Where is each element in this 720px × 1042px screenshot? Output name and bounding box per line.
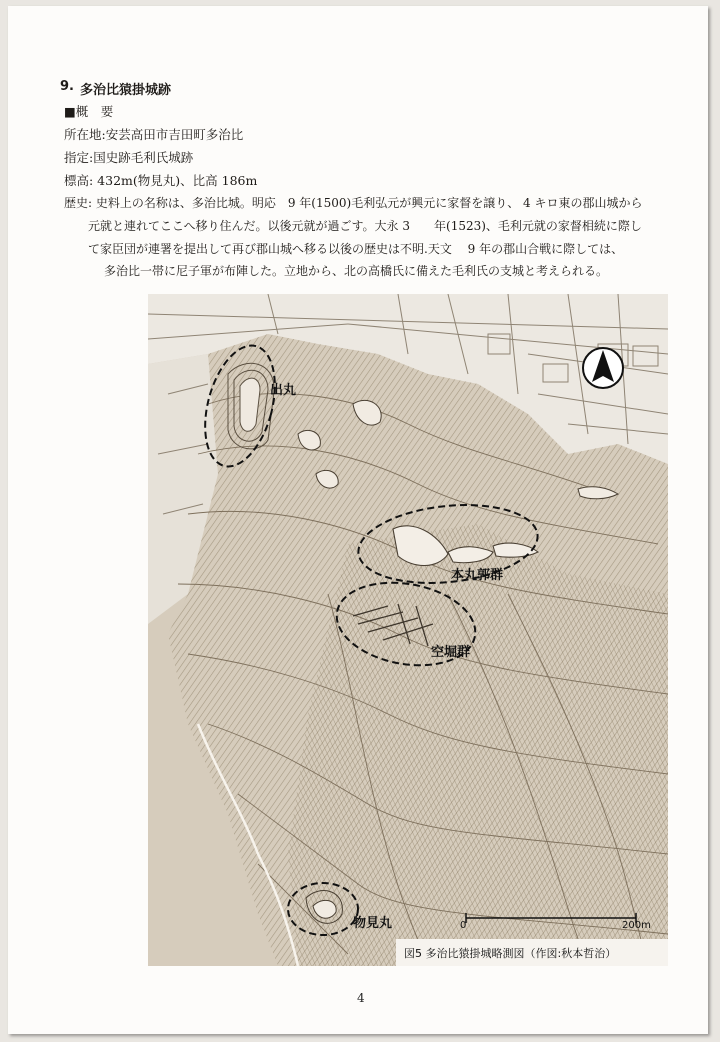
- map-caption: 図5 多治比猿掛城略測図（作図:秋本哲治）: [404, 947, 617, 960]
- map-graphic: [148, 294, 668, 966]
- demaru-label: 出丸: [270, 383, 297, 398]
- document-page: [8, 6, 708, 1034]
- designation-line: 指定:国史跡毛利氏城跡: [64, 150, 194, 165]
- north-arrow-icon: [583, 348, 623, 388]
- monomi-label: 物見丸: [353, 916, 393, 931]
- page-number: 4: [357, 991, 365, 1005]
- location-line: 所在地:安芸高田市吉田町多治比: [64, 127, 244, 142]
- section-number: 9.: [60, 79, 74, 94]
- karahori-label: 空堀群: [431, 645, 471, 660]
- section-title: 多治比猿掛城跡: [80, 83, 172, 98]
- castle-survey-map: [148, 294, 668, 966]
- honmaru-label: 本丸郭群: [451, 568, 504, 583]
- subheading: ■概 要: [64, 104, 114, 119]
- history-line-1: 歴史: 史料上の名称は、多治比城。明応 9 年(1500)毛利弘元が興元に家督を譲り、 4 キロ東の郡山城から: [64, 196, 643, 210]
- elevation-line: 標高: 432m(物見丸)、比高 186m: [64, 173, 258, 188]
- history-line-4: 多治比一帯に尼子軍が布陣した。立地から、北の高橋氏に備えた毛利氏の支城と考えられる。: [104, 264, 609, 278]
- history-line-3: て家臣団が連署を提出して再び郡山城へ移る以後の歴史は不明.天文 9 年の郡山合戦に際しては、: [88, 242, 624, 256]
- scale-start-label: 0: [460, 920, 467, 931]
- scale-end-label: 200m: [622, 920, 651, 931]
- history-line-2: 元就と連れてここへ移り住んだ。以後元就が過ごす。大永 3 年(1523)、毛利元就の家督相続に際し: [88, 219, 642, 233]
